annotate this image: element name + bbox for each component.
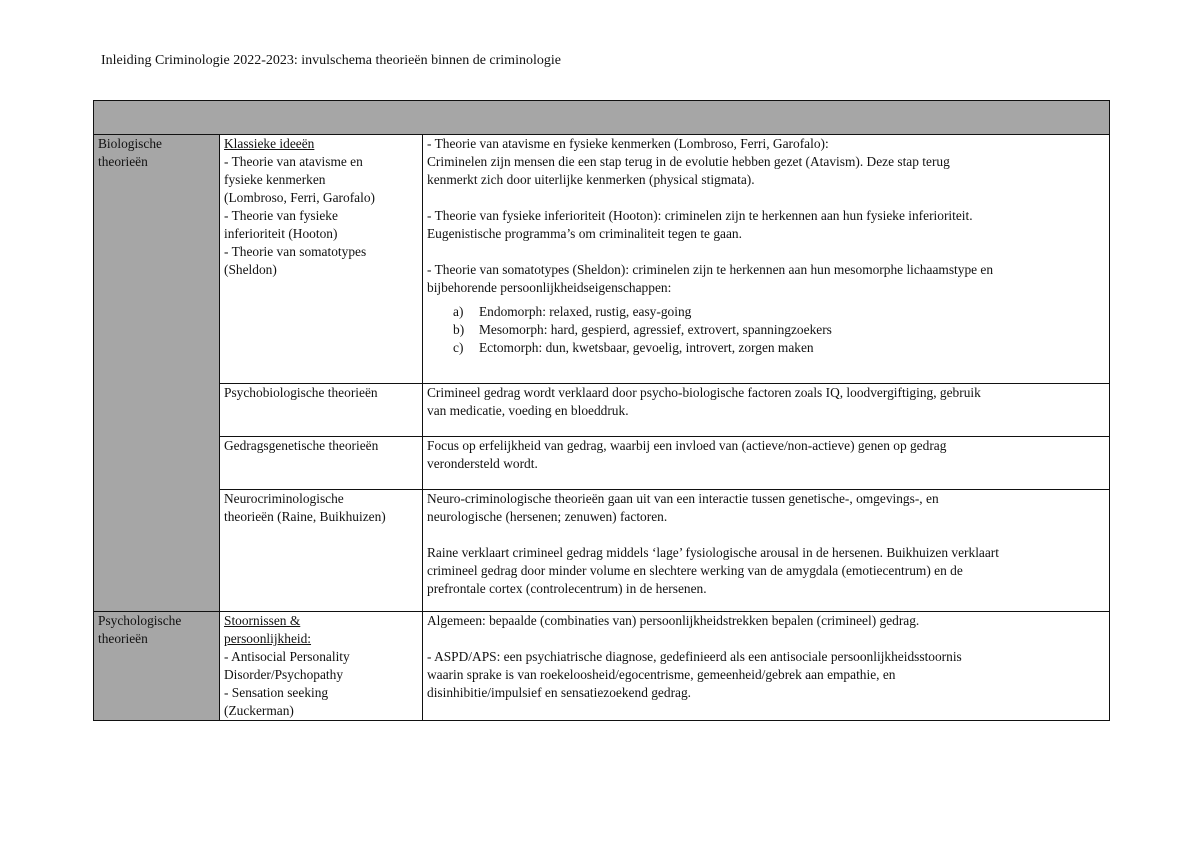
subtheory-item: - Theorie van fysieke	[224, 208, 338, 223]
desc-line: - Theorie van fysieke inferioriteit (Hooton): criminelen zijn te herkennen aan hun fysieke inferioriteit.	[427, 208, 973, 223]
desc-line: bijbehorende persoonlijkheidseigenschappen:	[427, 280, 672, 295]
theories-table	[93, 100, 1110, 721]
subtheory-item: (Zuckerman)	[224, 703, 294, 718]
description-cell-neurocriminologisch	[423, 490, 1110, 612]
subtheory-cell-stoornissen	[220, 612, 423, 721]
subtheory-heading: persoonlijkheid:	[224, 631, 312, 646]
description-cell-klassiek	[423, 135, 1110, 384]
desc-line: Crimineel gedrag wordt verklaard door psycho-biologische factoren zoals IQ, loodvergiftiging, gebruik	[427, 385, 981, 400]
desc-line: Eugenistische programma’s om criminaliteit tegen te gaan.	[427, 226, 742, 241]
subtheory-item: (Sheldon)	[224, 262, 277, 277]
desc-line: - Theorie van somatotypes (Sheldon): criminelen zijn te herkennen aan hun mesomorphe lichaamstype en	[427, 262, 994, 277]
subtheory-label: theorieën (Raine, Buikhuizen)	[224, 509, 386, 524]
subtheory-item: - Theorie van atavisme en	[224, 154, 363, 169]
somatotype-list	[427, 303, 1105, 357]
desc-line: crimineel gedrag door minder volume en slechtere werking van de amygdala (emotiecentrum) en de	[427, 563, 963, 578]
desc-line: van medicatie, voeding en bloeddruk.	[427, 403, 629, 418]
desc-line: Raine verklaart crimineel gedrag middels ‘lage’ fysiologische arousal in de hersenen. Buikhuizen verklaart	[427, 545, 999, 560]
subtheory-label: Neurocriminologische	[224, 491, 344, 506]
table-row	[94, 490, 1110, 612]
subtheory-item: - Antisocial Personality	[224, 649, 350, 664]
table-row	[94, 135, 1110, 384]
paragraph-spacer	[427, 630, 1105, 648]
desc-line: verondersteld wordt.	[427, 456, 538, 471]
category-label: theorieën	[98, 154, 148, 169]
list-marker: a)	[453, 304, 464, 319]
paragraph-spacer	[427, 189, 1105, 207]
subtheory-cell-neurocriminologisch	[220, 490, 423, 612]
desc-line: kenmerkt zich door uiterlijke kenmerken (physical stigmata).	[427, 172, 755, 187]
list-marker: b)	[453, 322, 465, 337]
desc-line: - Theorie van atavisme en fysieke kenmerken (Lombroso, Ferri, Garofalo):	[427, 136, 829, 151]
table-row	[94, 612, 1110, 721]
description-cell-stoornissen	[423, 612, 1110, 721]
subtheory-heading: Stoornissen &	[224, 613, 301, 628]
category-cell-psychologisch	[94, 612, 220, 721]
description-cell-psychobiologisch	[423, 384, 1110, 437]
list-item	[427, 303, 1105, 321]
subtheory-item: (Lombroso, Ferri, Garofalo)	[224, 190, 375, 205]
category-label: Biologische	[98, 136, 162, 151]
desc-line: neurologische (hersenen; zenuwen) factoren.	[427, 509, 668, 524]
table-header-cell	[94, 101, 1110, 135]
paragraph-spacer	[427, 526, 1105, 544]
desc-line: Criminelen zijn mensen die een stap terug in de evolutie hebben gezet (Atavism). Deze stap terug	[427, 154, 950, 169]
desc-line: - ASPD/APS: een psychiatrische diagnose, gedefinieerd als een antisociale persoonlijkheidsstoornis	[427, 649, 962, 664]
subtheory-label: Gedragsgenetische theorieën	[224, 438, 379, 453]
paragraph-spacer	[427, 243, 1105, 261]
subtheory-cell-psychobiologisch	[220, 384, 423, 437]
desc-line: prefrontale cortex (controlecentrum) in de hersenen.	[427, 581, 707, 596]
description-cell-gedragsgenetisch	[423, 437, 1110, 490]
subtheory-item: - Sensation seeking	[224, 685, 329, 700]
list-item-text: Ectomorph: dun, kwetsbaar, gevoelig, introvert, zorgen maken	[479, 340, 814, 355]
desc-line: disinhibitie/impulsief en sensatiezoekend gedrag.	[427, 685, 692, 700]
subtheory-cell-klassiek	[220, 135, 423, 384]
subtheory-item: - Theorie van somatotypes	[224, 244, 367, 259]
subtheory-item: Disorder/Psychopathy	[224, 667, 344, 682]
list-marker: c)	[453, 340, 464, 355]
list-item-text: Mesomorph: hard, gespierd, agressief, extrovert, spanningzoekers	[479, 322, 832, 337]
list-item-text: Endomorph: relaxed, rustig, easy-going	[479, 304, 692, 319]
table-row	[94, 437, 1110, 490]
desc-line: Algemeen: bepaalde (combinaties van) persoonlijkheidstrekken bepalen (crimineel) gedrag.	[427, 613, 920, 628]
subtheory-label: Psychobiologische theorieën	[224, 385, 378, 400]
page-header: Inleiding Criminologie 2022-2023: invulschema theorieën binnen de criminologie	[101, 53, 561, 68]
desc-line: Focus op erfelijkheid van gedrag, waarbij een invloed van (actieve/non-actieve) genen op gedrag	[427, 438, 947, 453]
subtheory-cell-gedragsgenetisch	[220, 437, 423, 490]
category-cell-biologisch	[94, 135, 220, 612]
list-item	[427, 321, 1105, 339]
table-row	[94, 384, 1110, 437]
subtheory-heading: Klassieke ideeën	[224, 136, 315, 151]
category-label: Psychologische	[98, 613, 182, 628]
desc-line: waarin sprake is van roekeloosheid/egocentrisme, gemeenheid/gebrek aan empathie, en	[427, 667, 896, 682]
subtheory-item: fysieke kenmerken	[224, 172, 326, 187]
category-label: theorieën	[98, 631, 148, 646]
table-header-row	[94, 101, 1110, 135]
desc-line: Neuro-criminologische theorieën gaan uit van een interactie tussen genetische-, omgevings-, en	[427, 491, 939, 506]
subtheory-item: inferioriteit (Hooton)	[224, 226, 338, 241]
list-item	[427, 339, 1105, 357]
